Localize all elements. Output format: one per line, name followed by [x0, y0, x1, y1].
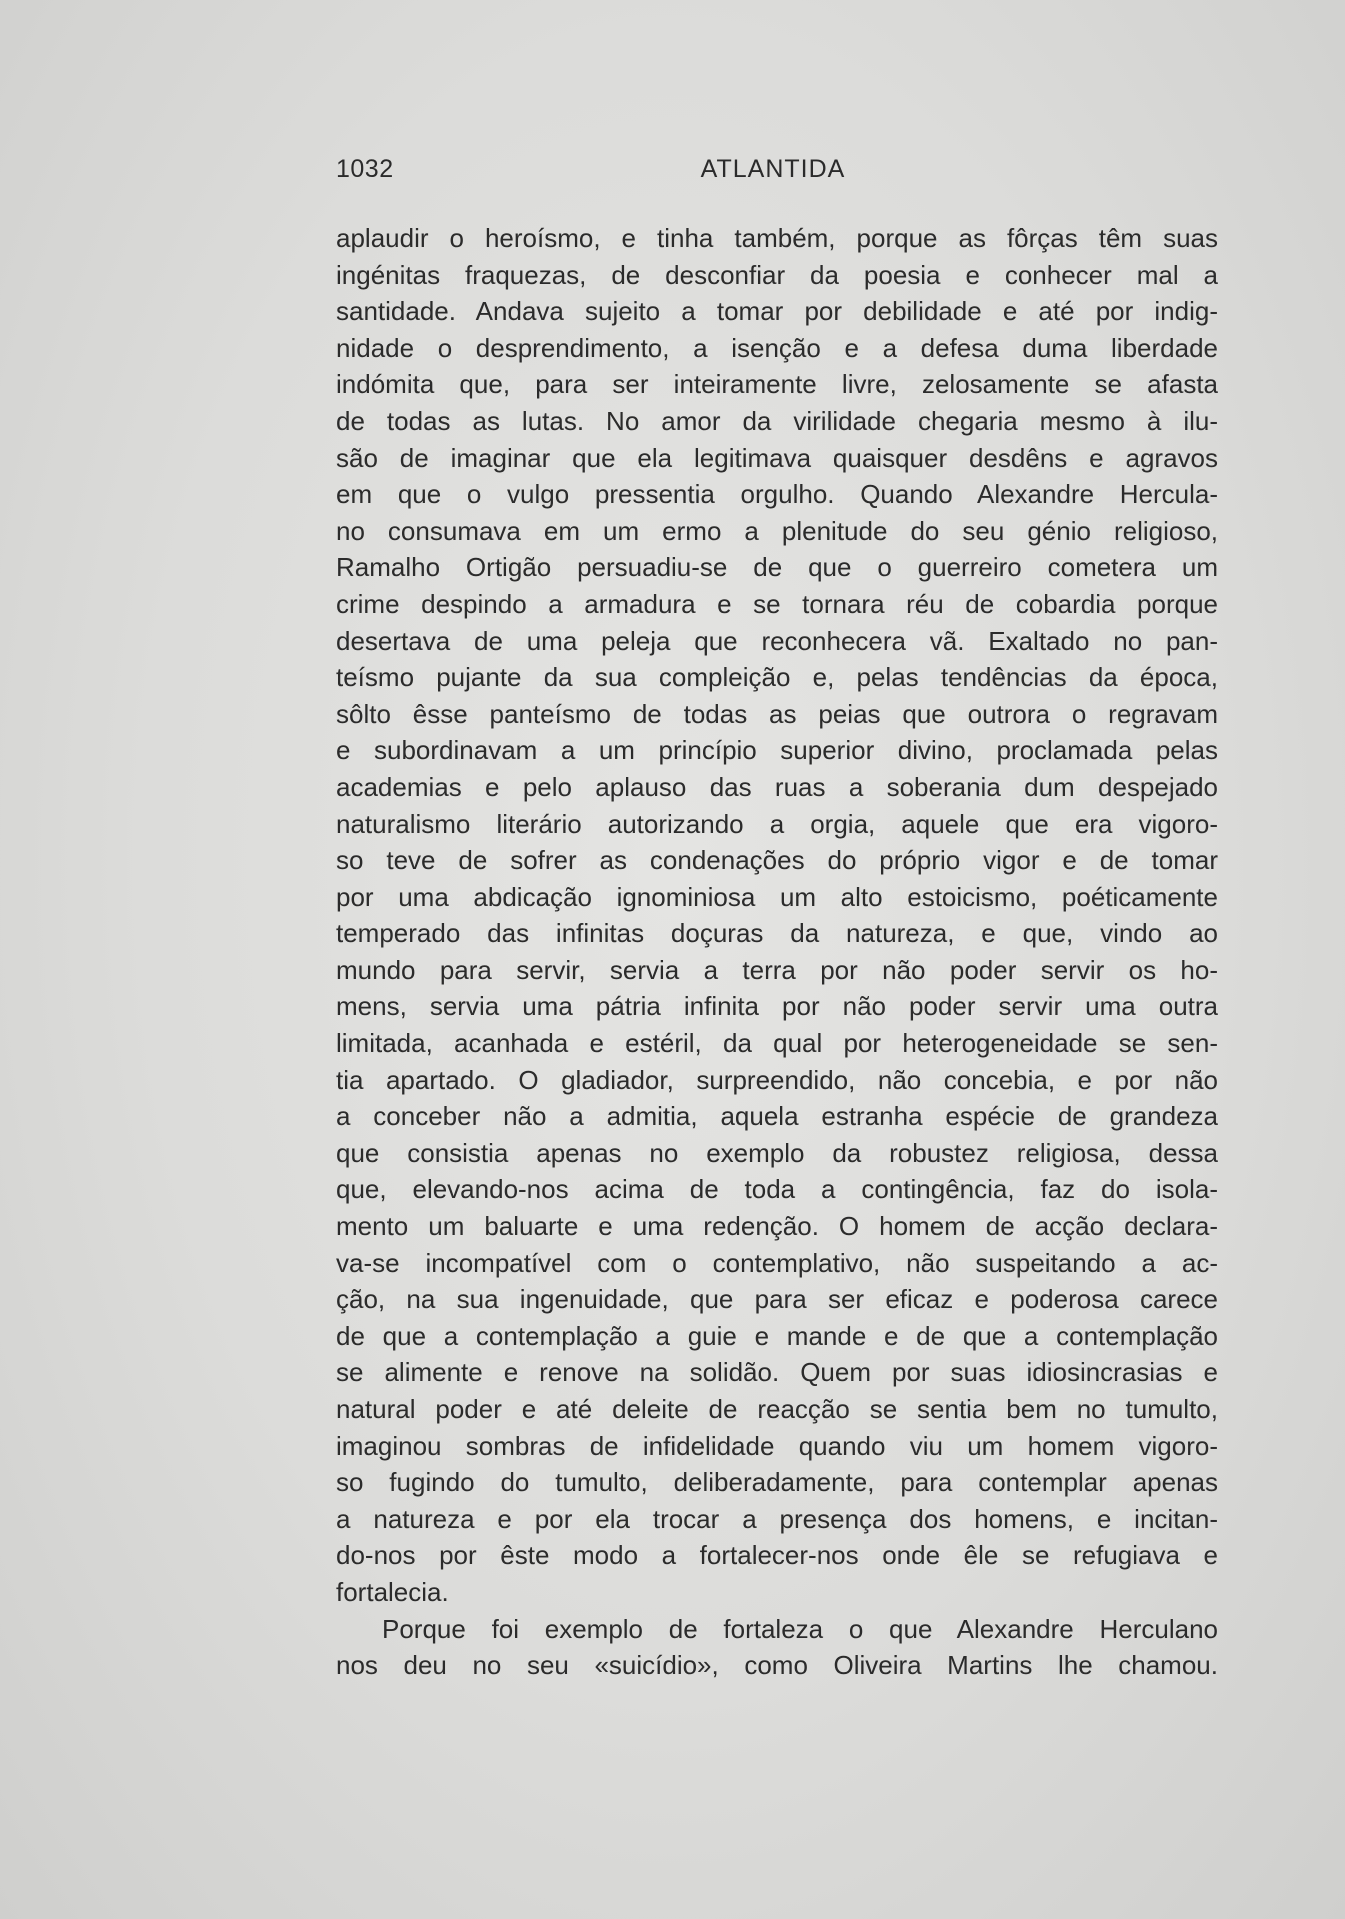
text-line: naturalismo literário autorizando a orgia, aquele que era vigoro- [336, 808, 1218, 839]
body-text [336, 220, 1218, 1684]
running-head [336, 151, 1210, 191]
text-line: nidade o desprendimento, a isenção e a defesa duma liberdade [336, 332, 1218, 363]
text-line: mento um baluarte e uma redenção. O homem de acção declara- [336, 1211, 1218, 1242]
text-line: se alimente e renove na solidão. Quem por suas idiosincrasias e [336, 1357, 1218, 1388]
text-line: natural poder e até deleite de reacção se sentia bem no tumulto, [336, 1394, 1218, 1424]
text-line: Ramalho Ortigão persuadiu-se de que o guerreiro cometera um [336, 552, 1218, 583]
text-line: temperado das infinitas doçuras da natureza, e que, vindo ao [336, 918, 1218, 949]
text-line: teísmo pujante da sua compleição e, pelas tendências da época, [336, 662, 1218, 693]
text-line: ingénitas fraquezas, de desconfiar da poesia e conhecer mal a [336, 259, 1218, 290]
text-line: indómita que, para ser inteiramente livre, zelosamente se afasta [336, 369, 1218, 400]
text-line: so teve de sofrer as condenações do próprio vigor e de tomar [336, 845, 1218, 876]
text-line: de todas as lutas. No amor da virilidade chegaria mesmo à ilu- [336, 405, 1218, 436]
paragraph-2 [336, 1611, 1218, 1684]
text-line: aplaudir o heroísmo, e tinha também, porque as fôrças têm suas [336, 223, 1218, 253]
text-line: em que o vulgo pressentia orgulho. Quando Alexandre Hercula- [336, 479, 1218, 510]
text-line: so fugindo do tumulto, deliberadamente, para contemplar apenas [336, 1467, 1218, 1498]
text-line: santidade. Andava sujeito a tomar por debilidade e até por indig- [336, 296, 1218, 327]
text-line: limitada, acanhada e estéril, da qual por heterogeneidade se sen- [336, 1028, 1218, 1059]
running-title: ATLANTIDA [700, 155, 846, 183]
text-line: são de imaginar que ela legitimava quaisquer desdêns e agravos [336, 442, 1218, 473]
text-line: ção, na sua ingenuidade, que para ser eficaz e poderosa carece [336, 1284, 1218, 1315]
text-line: no consumava em um ermo a plenitude do seu génio religioso, [336, 515, 1218, 546]
text-line: desertava de uma peleja que reconhecera vã. Exaltado no pan- [336, 625, 1218, 656]
text-line: sôlto êsse panteísmo de todas as peias que outrora o regravam [336, 698, 1218, 729]
text-line: academias e pelo aplauso das ruas a soberania dum despejado [336, 771, 1218, 802]
text-line: mundo para servir, servia a terra por não poder servir os ho- [336, 954, 1218, 985]
text-line: va-se incompatível com o contemplativo, não suspeitando a ac- [336, 1247, 1218, 1278]
text-line: que, elevando-nos acima de toda a contingência, faz do isola- [336, 1174, 1218, 1205]
text-line: fortalecia. [336, 1576, 449, 1607]
text-line: que consistia apenas no exemplo da robustez religiosa, dessa [336, 1137, 1218, 1168]
text-line: tia apartado. O gladiador, surpreendido, não concebia, e por não [336, 1064, 1218, 1095]
text-line: do-nos por êste modo a fortalecer-nos onde êle se refugiava e [336, 1540, 1218, 1571]
text-line: mens, servia uma pátria infinita por não poder servir uma outra [336, 991, 1218, 1022]
text-line: imaginou sombras de infidelidade quando viu um homem vigoro- [336, 1430, 1218, 1461]
text-line: a conceber não a admitia, aquela estranha espécie de grandeza [336, 1101, 1218, 1132]
text-line: nos deu no seu «suicídio», como Oliveira Martins lhe chamou. [336, 1650, 1218, 1681]
text-line: a natureza e por ela trocar a presença dos homens, e incitan- [336, 1503, 1218, 1534]
text-line: e subordinavam a um princípio superior divino, proclamada pelas [336, 735, 1218, 766]
text-line: Porque foi exemplo de fortaleza o que Alexandre Herculano [382, 1613, 1218, 1644]
text-line: crime despindo a armadura e se tornara réu de cobardia porque [336, 588, 1218, 619]
text-line: de que a contemplação a guie e mande e de que a contemplação [336, 1320, 1218, 1351]
text-line: por uma abdicação ignominiosa um alto estoicismo, poéticamente [336, 881, 1218, 912]
page-number: 1032 [336, 155, 394, 183]
paragraph-1 [336, 220, 1218, 1611]
